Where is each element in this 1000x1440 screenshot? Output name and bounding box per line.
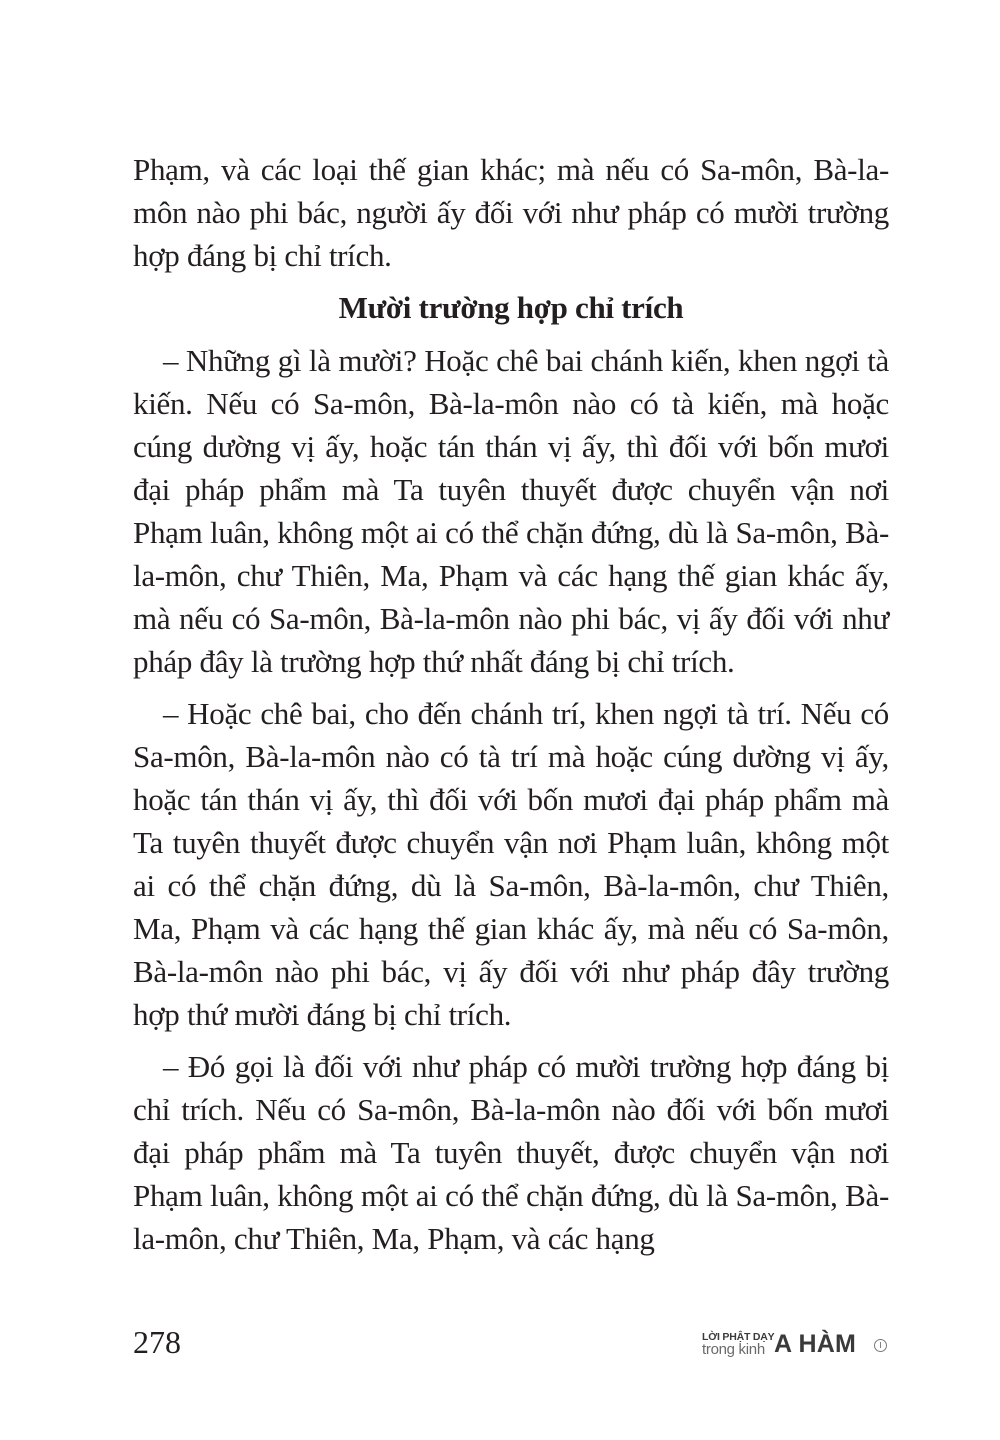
book-title: A HÀM [774,1330,857,1358]
book-series-line1: LỜI PHẬT DẠY [702,1331,775,1343]
paragraph-1: – Những gì là mười? Hoặc chê bai chánh kiến, khen ngợi tà kiến. Nếu có Sa-môn, Bà-la-môn nào có tà kiến, mà hoặc cúng dường vị ấy, hoặc tán thán vị ấy, thì đối với bốn mươi đại pháp phẩm mà Ta tuyên thuyết được chuyển vận nơi Phạm luân, không một ai có thể chặn đứng, dù là Sa-môn, Bà-la-môn, chư Thiên, Ma, Phạm và các hạng thế gian khác ấy, mà nếu có Sa-môn, Bà-la-môn nào phi bác, vị ấy đối với như pháp đây là trường hợp thứ nhất đáng bị chỉ trích. [133,343,889,679]
paragraph-2: – Hoặc chê bai, cho đến chánh trí, khen ngợi tà trí. Nếu có Sa-môn, Bà-la-môn nào có tà trí mà hoặc cúng dường vị ấy, hoặc tán thán vị ấy, thì đối với bốn mươi đại pháp phẩm mà Ta tuyên thuyết được chuyển vận nơi Phạm luân, không một ai có thể chặn đứng, dù là Sa-môn, Bà-la-môn, chư Thiên, Ma, Phạm và các hạng thế gian khác ấy, mà nếu có Sa-môn, Bà-la-môn nào phi bác, vị ấy đối với như pháp đây trường hợp thứ mười đáng bị chỉ trích. [133,696,889,1032]
opening-paragraph: Phạm, và các loại thế gian khác; mà nếu có Sa-môn, Bà-la-môn nào phi bác, người ấy đối với như pháp có mười trường hợp đáng bị chỉ trích. [133,152,889,273]
page-body [133,148,889,1269]
page-number: 278 [133,1324,181,1360]
paragraph-3: – Đó gọi là đối với như pháp có mười trường hợp đáng bị chỉ trích. Nếu có Sa-môn, Bà-la-môn nào đối với bốn mươi đại pháp phẩm mà Ta tuyên thuyết, được chuyển vận nơi Phạm luân, không một ai có thể chặn đứng, dù là Sa-môn, Bà-la-môn, chư Thiên, Ma, Phạm, và các hạng [133,1049,889,1256]
volume-circle-icon: I [874,1339,887,1352]
book-title-mark [702,1330,892,1360]
section-heading: Mười trường hợp chỉ trích [338,290,684,325]
book-series-line2: trong kinh [702,1341,765,1358]
